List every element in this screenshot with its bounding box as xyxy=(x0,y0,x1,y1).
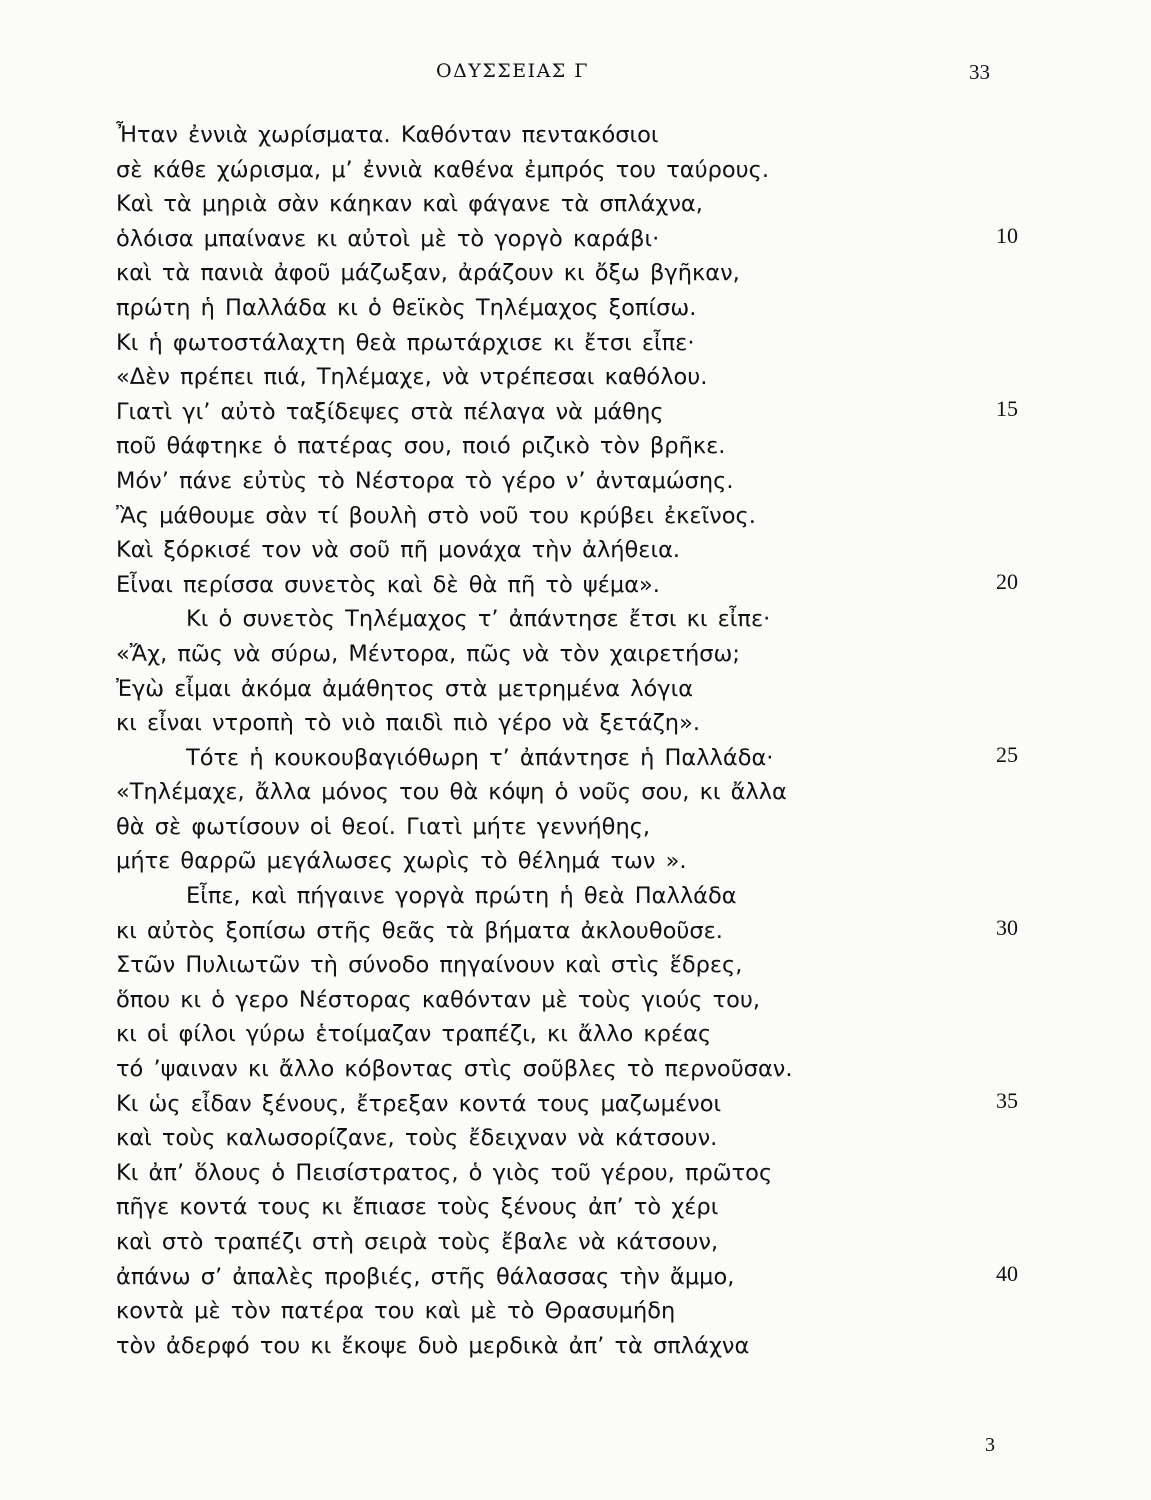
verse-text: Κι ὁ συνετὸς Τηλέμαχος τ’ ἀπάντησε ἔτσι κι εἶπε· xyxy=(186,606,771,633)
verse-text: ὁλόισα μπαίνανε κι αὐτοὶ μὲ τὸ γοργὸ καράβι· xyxy=(116,225,660,252)
verse-line xyxy=(0,844,1151,879)
verse-line xyxy=(0,1225,1151,1260)
line-number: 30 xyxy=(996,914,1018,940)
verse-line xyxy=(0,568,1151,603)
verse-text: Κι ἀπ’ ὅλους ὁ Πεισίστρατος, ὁ γιὸς τοῦ γέρου, πρῶτος xyxy=(116,1159,773,1186)
verse-text: Γιατὶ γι’ αὐτὸ ταξίδεψες στὰ πέλαγα νὰ μάθης xyxy=(116,398,664,425)
page-number: 33 xyxy=(969,60,990,84)
verse-line xyxy=(0,1121,1151,1156)
verse-line xyxy=(0,672,1151,707)
verse-line xyxy=(0,879,1151,914)
verse-line xyxy=(0,153,1151,188)
verse-line xyxy=(0,983,1151,1018)
verse-text: «Τηλέμαχε, ἄλλα μόνος του θὰ κόψη ὁ νοῦς σου, κι ἄλλα xyxy=(116,779,787,806)
verse-text: κι εἶναι ντροπὴ τὸ νιὸ παιδὶ πιὸ γέρο νὰ ξετάζη». xyxy=(116,710,700,737)
verse-text: καὶ τὰ πανιὰ ἀφοῦ μάζωξαν, ἀράζουν κι ὄξω βγῆκαν, xyxy=(116,260,740,287)
verse-line xyxy=(0,326,1151,361)
verse-line xyxy=(0,429,1151,464)
verse-line xyxy=(0,533,1151,568)
verse-text: πρώτη ἡ Παλλάδα κι ὁ θεϊκὸς Τηλέμαχος ξοπίσω. xyxy=(116,294,697,321)
verse-text: Τότε ἡ κουκουβαγιόθωρη τ’ ἀπάντησε ἡ Παλλάδα· xyxy=(186,744,774,771)
verse-text: μήτε θαρρῶ μεγάλωσες χωρὶς τὸ θέλημά των ». xyxy=(116,848,687,875)
verse-text: Καὶ τὰ μηριὰ σὰν κάηκαν καὶ φάγανε τὰ σπλάχνα, xyxy=(116,191,703,218)
verse-text: πῆγε κοντά τους κι ἔπιασε τοὺς ξένους ἀπ’ τὸ χέρι xyxy=(116,1194,719,1221)
verse-line xyxy=(0,222,1151,257)
verse-line xyxy=(0,395,1151,430)
line-number: 35 xyxy=(996,1087,1018,1113)
verse-text: «Δὲν πρέπει πιά, Τηλέμαχε, νὰ ντρέπεσαι καθόλου. xyxy=(116,364,708,391)
verse-text: Κι ὡς εἶδαν ξένους, ἔτρεξαν κοντά τους μαζωμένοι xyxy=(116,1090,722,1117)
verse-text: κοντὰ μὲ τὸν πατέρα του καὶ μὲ τὸ Θρασυμήδη xyxy=(116,1298,676,1325)
verse-line xyxy=(0,1294,1151,1329)
verse-line xyxy=(0,741,1151,776)
verse-line xyxy=(0,1087,1151,1122)
line-number: 10 xyxy=(996,222,1018,248)
verse-line xyxy=(0,187,1151,222)
verse-line xyxy=(0,360,1151,395)
verse-line xyxy=(0,914,1151,949)
verse-block xyxy=(0,118,1151,1363)
verse-line xyxy=(0,602,1151,637)
verse-text: Εἶπε, καὶ πήγαινε γοργὰ πρώτη ἡ θεὰ Παλλάδα xyxy=(186,883,737,910)
verse-line xyxy=(0,1329,1151,1364)
verse-line xyxy=(0,499,1151,534)
verse-line xyxy=(0,118,1151,153)
verse-text: Εἶναι περίσσα συνετὸς καὶ δὲ θὰ πῆ τὸ ψέμα». xyxy=(116,571,660,598)
verse-line xyxy=(0,1052,1151,1087)
verse-line xyxy=(0,810,1151,845)
line-number: 20 xyxy=(996,568,1018,594)
verse-text: ἀπάνω σ’ ἀπαλὲς προβιές, στῆς θάλασσας τὴν ἄμμο, xyxy=(116,1263,735,1290)
verse-line xyxy=(0,1260,1151,1295)
signature-mark: 3 xyxy=(985,1434,995,1456)
running-header xyxy=(0,58,1151,88)
verse-text: καὶ στὸ τραπέζι στὴ σειρὰ τοὺς ἔβαλε νὰ κάτσουν, xyxy=(116,1229,719,1255)
verse-text: Καὶ ξόρκισέ τον νὰ σοῦ πῆ μονάχα τὴν ἀλήθεια. xyxy=(116,537,681,564)
verse-text: Στῶν Πυλιωτῶν τὴ σύνοδο πηγαίνουν καὶ στὶς ἕδρες, xyxy=(116,952,743,979)
verse-text: σὲ κάθε χώρισμα, μ’ ἐννιὰ καθένα ἐμπρός του ταύρους. xyxy=(116,156,770,183)
verse-text: Ἦταν ἐννιὰ χωρίσματα. Καθόνταν πεντακόσιοι xyxy=(116,122,659,148)
line-number: 15 xyxy=(996,395,1018,421)
verse-text: ποῦ θάφτηκε ὁ πατέρας σου, ποιό ριζικὸ τὸν βρῆκε. xyxy=(116,433,726,460)
line-number: 25 xyxy=(996,741,1018,767)
verse-line xyxy=(0,948,1151,983)
line-number: 40 xyxy=(996,1260,1018,1286)
verse-text: Ἂς μάθουμε σὰν τί βουλὴ στὸ νοῦ του κρύβει ἐκεῖνος. xyxy=(116,502,756,529)
verse-text: τό ’ψαιναν κι ἄλλο κόβοντας στὶς σοῦβλες τὸ περνοῦσαν. xyxy=(116,1056,793,1083)
verse-text: Μόν’ πάνε εὐτὺς τὸ Νέστορα τὸ γέρο ν’ ἀνταμώσης. xyxy=(116,467,734,494)
verse-text: τὸν ἀδερφό του κι ἔκοψε δυὸ μερδικὰ ἀπ’ τὰ σπλάχνα xyxy=(116,1332,750,1359)
verse-line xyxy=(0,775,1151,810)
verse-line xyxy=(0,464,1151,499)
verse-line xyxy=(0,256,1151,291)
verse-text: θὰ σὲ φωτίσουν οἱ θεοί. Γιατὶ μήτε γεννήθης, xyxy=(116,813,651,840)
verse-text: κι οἱ φίλοι γύρω ἑτοίμαζαν τραπέζι, κι ἄλλο κρέας xyxy=(116,1021,712,1048)
verse-text: κι αὐτὸς ξοπίσω στῆς θεᾶς τὰ βήματα ἀκλουθοῦσε. xyxy=(116,917,723,944)
verse-line xyxy=(0,291,1151,326)
verse-text: Κι ἡ φωτοστάλαχτη θεὰ πρωτάρχισε κι ἔτσι εἶπε· xyxy=(116,329,695,356)
verse-text: «Ἄχ, πῶς νὰ σύρω, Μέντορα, πῶς νὰ τὸν χαιρετήσω; xyxy=(116,640,740,667)
verse-line xyxy=(0,1190,1151,1225)
verse-line xyxy=(0,706,1151,741)
running-title: ΟΔΥΣΣΕΙΑΣ Γ xyxy=(436,60,589,82)
verse-text: Ἐγὼ εἶμαι ἀκόμα ἀμάθητος στὰ μετρημένα λόγια xyxy=(116,675,694,702)
verse-line xyxy=(0,1017,1151,1052)
verse-text: ὅπου κι ὁ γερο Νέστορας καθόνταν μὲ τοὺς γιούς του, xyxy=(116,986,761,1013)
verse-line xyxy=(0,1156,1151,1191)
verse-line xyxy=(0,637,1151,672)
verse-text: καὶ τοὺς καλωσορίζανε, τοὺς ἔδειχναν νὰ κάτσουν. xyxy=(116,1125,718,1152)
